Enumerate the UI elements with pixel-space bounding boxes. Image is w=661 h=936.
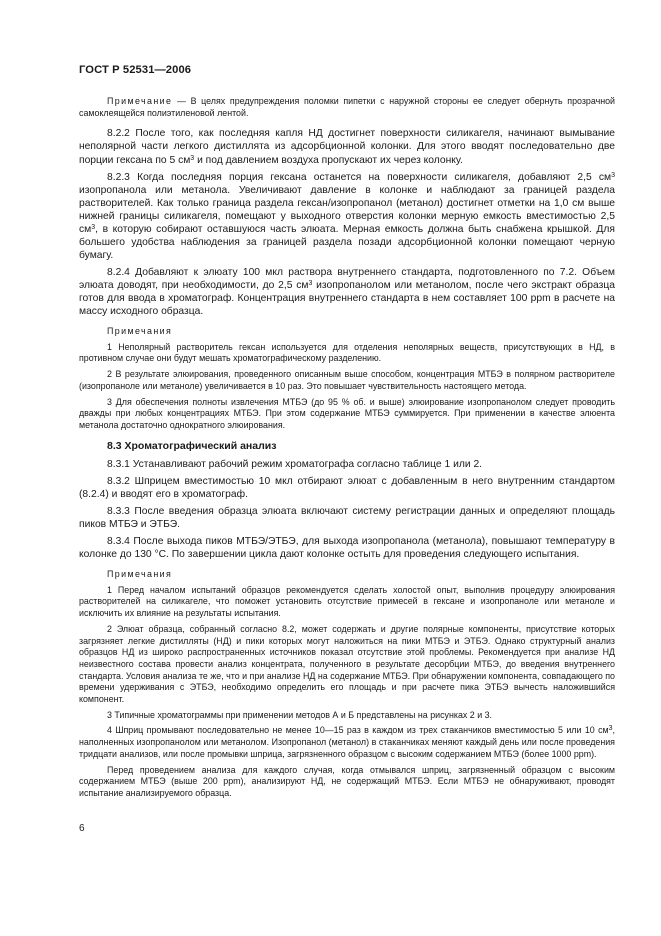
page-body: [79, 96, 615, 800]
note-item: Перед проведением анализа для каждого случая, когда отмывался шприц, загрязненный образцом с высоким содержанием МТБЭ (выше 200 ppm), анализируют НД, не содержащий МТБЭ. Если МТБЭ не обнаруживают, проводят испытание анализируемого образца.: [79, 764, 615, 798]
notes-label: Примечания: [107, 326, 173, 337]
note-top: [79, 96, 615, 119]
note-label: Примечание: [107, 96, 173, 106]
note-item: 3 Для обеспечения полноты извлечения МТБЭ (до 95 % об. и выше) элюирование изопропанолом следует проводить дважды при любых концентрациях МТБЭ. При этом содержание МТБЭ суммируется. При применении в качестве элюента метанола достаточно однократного элюирования.: [79, 396, 615, 430]
note-item: 4 Шприц промывают последовательно не менее 10—15 раз в каждом из трех стаканчиков вместимостью 5 или 10 $см^3$, наполненных изопропанолом или метанолом. Изопропанол (метанол) в стаканчиках меняют каждый день или после проведения тридцати анализов, или после промывки шприца, загрязненного образцом с высоким содержанием МТБЭ (более 1000 ppm).: [79, 725, 615, 759]
page-header: ГОСТ Р 52531—2006: [79, 64, 192, 76]
note-item: 1 Неполярный растворитель гексан используется для отделения неполярных веществ, присутствующих в НД, в противном случае они будут мешать хроматографическому разделению.: [79, 341, 615, 364]
note-item: 3 Типичные хроматограммы при применении методов А и Б представлены на рисунках 2 и 3.: [107, 709, 493, 720]
page-number: 6: [79, 823, 85, 834]
paragraph-8-3-3: 8.3.3 После введения образца элюата включают систему регистрации данных и определяют площадь пиков МТБЭ и ЭТБЭ.: [79, 505, 615, 530]
paragraph-8-3-4: 8.3.4 После выхода пиков МТБЭ/ЭТБЭ, для выхода изопропанола (метанола), повышают температуру в колонке до 130 °С. По завершении цикла дают колонке остыть для проведения следующего испытания.: [79, 535, 615, 560]
paragraph-8-3-2: 8.3.2 Шприцем вместимостью 10 мкл отбирают элюат с добавленным в него внутренним стандартом (8.2.4) и вводят его в хроматограф.: [79, 475, 615, 500]
note-item: 2 Элюат образца, собранный согласно 8.2, может содержать и другие полярные компоненты, присутствие которых загрязняет легкие дистилляты (НД) и пики которых могут наложиться на пики МТБЭ и ЭТБЭ. Однако структурный анализ образцов НД из широко распространенных источников показал отсутствие этой проблемы. Рекомендуется при анализе НД неизвестного состава провести анализ концентрата, полученного в результате десорбции МТБЭ, до введения внутреннего стандарта. Условия анализа те же, что и при анализе НД на содержание МТБЭ. При обнаружении компонента, совпадающего по времени удерживания с ЭТБЭ, необходимо определить его площадь и при расчете пика ЭТБЭ вычесть наложившийся компонент.: [79, 623, 615, 705]
note-text: — В целях предупреждения поломки пипетки с наружной стороны ее следует обернуть прозрачной самоклеящейся полиэтиленовой лентой.: [79, 96, 615, 118]
section-heading: 8.3 Хроматографический анализ: [107, 439, 277, 452]
notes-label: Примечания: [107, 569, 173, 580]
note-item: 1 Перед началом испытаний образцов рекомендуется сделать холостой опыт, выполнив процедуру элюирования растворителей на силикагеле, что поможет установить отсутствие примесей в гексане и изопропаноле или метаноле и исключить их влияние на результаты испытания.: [79, 584, 615, 619]
note-item: 2 В результате элюирования, проведенного описанным выше способом, концентрация МТБЭ в полярном растворителе (изопропаноле или метаноле) увеличивается в 10 раз. Это повышает чувствительность настоящего метода.: [79, 369, 615, 391]
paragraph-8-2-2: 8.2.2 После того, как последняя капля НД достигнет поверхности силикагеля, начинают вымывание неполярной части легкого дистиллята из адсорбционной колонки. Для этого вводят последовательно две порции гексана по 5 $см^3$ и под давлением воздуха пропускают их через колонку.: [79, 128, 615, 166]
paragraph-8-2-4: 8.2.4 Добавляют к элюату 100 мкл раствора внутреннего стандарта, подготовленного по 7.2. Объем элюата доводят, при необходимости, до 2,5 $см^3$ изопропанолом или метанолом, после чего экстракт образца готов для ввода в хроматограф. Концентрация внутреннего стандарта в нем составляет 100 ppm в расчете на массу исходного образца.: [79, 266, 615, 318]
paragraph-8-3-1: 8.3.1 Устанавливают рабочий режим хроматографа согласно таблице 1 или 2.: [107, 458, 483, 470]
paragraph-8-2-3: 8.2.3 Когда последняя порция гексана останется на поверхности силикагеля, добавляют 2,5 $см^3$ изопропанола или метанола. Увеличивают давление в колонке и наблюдают за границей раздела растворителей. Как только граница раздела гексан/изопропанол (метанол) достигнет отметки на 1,0 см выше нижней границы силикагеля, помещают у выходного отверстия колонки мерную емкость вместимостью 2,5 $см^3$, в которую собирают оставшуюся часть элюата. Мерная емкость должна быть снабжена крышкой. Для большего удобства наблюдения за границей раздела позади адсорбционной колонки помещают черную бумагу.: [79, 171, 615, 261]
